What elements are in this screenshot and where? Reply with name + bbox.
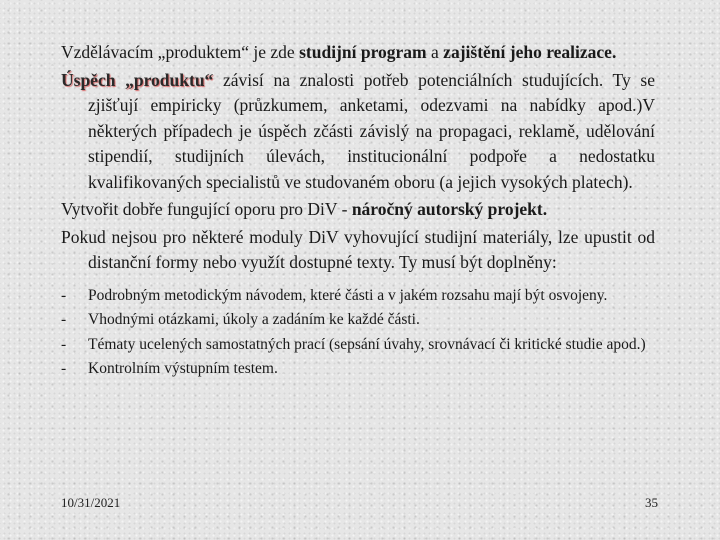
list-item — [61, 358, 655, 380]
dash-bullet: - — [61, 335, 67, 353]
paragraph-materials — [61, 225, 655, 276]
list-item-text: Kontrolním výstupním testem. — [88, 360, 278, 377]
list-item-text: Tématy ucelených samostatných prací (sepsání úvahy, srovnávací či kritické studie apod.) — [88, 335, 646, 353]
text-run: závisí na znalosti potřeb potenciálních studujících. Ty se zjišťují empiricky (průzkumem, anketami, odezvami na nabídky apod.)V některých případech je úspěch zčásti závislý na propagaci, reklamě, udělování stipendií, studijních úlevách, institucionální podpoře a nedostatku kvalifikovaných specialistů ve studovaném oboru (a jejich vysokých platech). — [88, 69, 656, 192]
dash-bullet: - — [61, 360, 67, 377]
text-run: Pokud nejsou pro některé moduly DiV vyhovující studijní materiály, lze upustit od distanční formy nebo využít dostupné texty. Ty musí být doplněny: — [61, 226, 655, 272]
bold-term-authoring-project: náročný autorský projekt. — [351, 199, 548, 219]
text-run: Vzdělávacím „produktem“ je zde — [61, 42, 300, 62]
paragraph-authoring-project — [61, 197, 655, 223]
footer-date: 10/31/2021 — [61, 495, 121, 510]
list-item — [61, 309, 655, 331]
text-run: Vytvořit dobře fungující oporu pro DiV - — [61, 199, 352, 219]
supplement-list — [61, 285, 655, 381]
list-item — [61, 334, 655, 356]
bold-term-realization: zajištění jeho realizace. — [443, 42, 617, 62]
page-number: 35 — [645, 495, 658, 510]
list-item-text: Podrobným metodickým návodem, které části a v jakém rozsahu mají být osvojeny. — [88, 286, 608, 304]
highlighted-term-success: Úspěch „produktu“ — [61, 69, 214, 90]
text-run: a — [426, 42, 444, 62]
list-item — [61, 285, 655, 307]
slide-content — [61, 40, 655, 383]
paragraph-product-definition — [61, 40, 655, 66]
paragraph-product-success — [61, 68, 655, 196]
list-item-text: Vhodnými otázkami, úkoly a zadáním ke každé části. — [88, 311, 420, 328]
dash-bullet: - — [61, 311, 67, 328]
bold-term-study-program: studijní program — [299, 42, 427, 62]
dash-bullet: - — [61, 286, 67, 304]
